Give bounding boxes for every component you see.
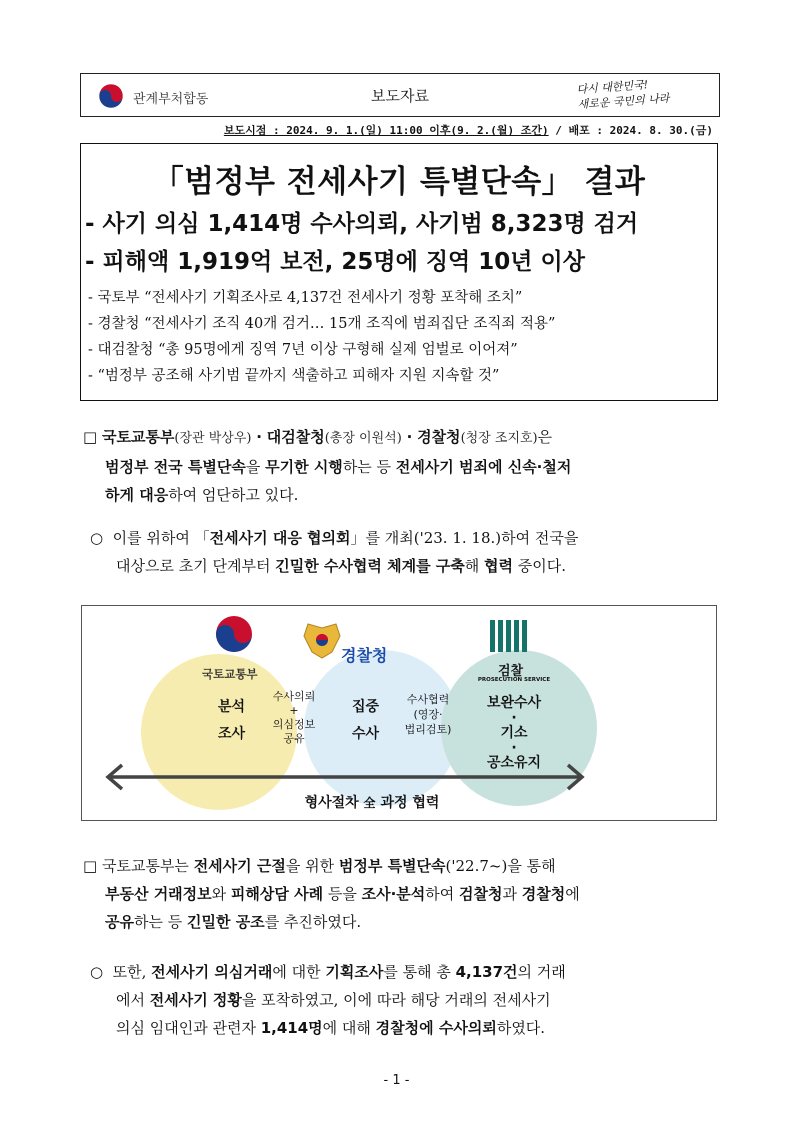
- text: 하였다.: [496, 1019, 546, 1037]
- paragraph-1: [83, 423, 723, 509]
- text: 국토교통부는: [101, 857, 194, 875]
- emphasis: 전세사기 범죄에 신속·철저: [395, 458, 572, 476]
- emphasis: 공유: [105, 913, 134, 931]
- emphasis: 경찰청에 수사의뢰: [375, 1019, 497, 1037]
- link-referral: [270, 690, 318, 746]
- police-role-investigation: 수사: [352, 726, 380, 742]
- text: 하여 엄단하고 있다.: [168, 486, 299, 504]
- emphasis: 하게 대응: [105, 486, 169, 504]
- emphasis: 협력: [484, 557, 514, 575]
- summary-bullet: - 국토부 “전세사기 기획조사로 4,137건 전세사기 정황 포착해 조치”: [88, 290, 523, 306]
- separator: ·: [511, 710, 517, 726]
- cooperation-diagram: [81, 605, 717, 821]
- ministry-name: 경찰청: [417, 428, 461, 446]
- link-text: 수사협력: [406, 693, 450, 706]
- molit-emblem-icon: [216, 616, 252, 652]
- molit-label: 국토교통부: [202, 667, 258, 681]
- embargo-time: 보도시점 : 2024. 9. 1.(일) 11:00 이후(9. 2.(월) 조간): [223, 124, 549, 137]
- emphasis: 검찰청: [459, 885, 503, 903]
- text: 를 통해 총: [383, 963, 456, 981]
- police-emblem-icon: [304, 624, 340, 658]
- title-box: [80, 143, 718, 401]
- page-number: - 1 -: [383, 1073, 410, 1088]
- text: 에 대해: [322, 1019, 376, 1037]
- text: 중이다.: [513, 557, 567, 575]
- link-text: +: [289, 704, 299, 717]
- link-text: 의심정보: [272, 718, 316, 731]
- subtitle-1: - 사기 의심 1,414명 수사의뢰, 사기범 8,323명 검거: [85, 211, 639, 237]
- summary-bullet: - “범정부 공조해 사기범 끝까지 색출하고 피해자 지원 지속할 것”: [88, 368, 500, 384]
- emphasis: 무기한 시행: [265, 458, 343, 476]
- emphasis: 긴밀한 수사협력 체계를 구축: [275, 557, 465, 575]
- diagram-footer: [282, 792, 462, 812]
- slogan-line-1: 다시 대한민국!: [576, 78, 649, 97]
- minister-name: (총장 이원석): [324, 431, 402, 446]
- embargo-line: [224, 122, 713, 138]
- text: 와: [211, 885, 231, 903]
- text: 또한,: [112, 963, 152, 981]
- link-text: 수사의뢰: [272, 690, 316, 703]
- minister-name: (청장 조지호): [460, 431, 538, 446]
- emphasis: 1,414명: [260, 1019, 323, 1037]
- emphasis: 전세사기 정황: [149, 991, 242, 1009]
- paragraph-2-sub: [90, 958, 730, 1042]
- emphasis: 전세사기 의심거래: [151, 963, 273, 981]
- main-title: 「범정부 전세사기 특별단속」 결과: [152, 164, 646, 200]
- emphasis: 전세사기 근절: [193, 857, 286, 875]
- emphasis: 조사·분석: [361, 885, 426, 903]
- emphasis: 범정부 특별단속: [338, 857, 446, 875]
- link-cooperation: [399, 692, 457, 737]
- minister-name: (장관 박상우): [174, 431, 252, 446]
- police-label: 경찰청: [341, 646, 388, 665]
- text: 등을: [323, 885, 362, 903]
- text: 을: [245, 458, 266, 476]
- text: 에: [565, 885, 580, 903]
- text: 을 포착하였고, 이에 따라 해당 거래의 전세사기: [241, 991, 551, 1009]
- text: 」를 개최('23. 1. 18.)하여 전국을: [350, 529, 579, 547]
- link-text: 공유: [283, 732, 305, 745]
- separator: ·: [406, 428, 413, 446]
- text: 과: [502, 885, 522, 903]
- footer-text: 全: [363, 796, 376, 810]
- ministry-name: 대검찰청: [266, 428, 325, 446]
- prosecution-emblem-icon: [490, 620, 527, 652]
- emphasis: 기획조사: [325, 963, 384, 981]
- text: 에서: [116, 991, 150, 1009]
- separator: ·: [511, 740, 517, 756]
- section-box-mark: □: [83, 428, 98, 446]
- bullet-mark: ○: [90, 529, 104, 547]
- link-text: (영장·: [413, 708, 443, 721]
- emphasis: 부동산 거래정보: [105, 885, 212, 903]
- link-text: 법리검토): [404, 723, 452, 736]
- emphasis: 피해상담 사례: [230, 885, 324, 903]
- text: 하는 등: [342, 458, 396, 476]
- footer-text: 과정 협력: [380, 795, 440, 811]
- text: 대상으로 초기 단계부터: [116, 557, 276, 575]
- emphasis: 경찰청: [521, 885, 566, 903]
- separator: ·: [256, 428, 262, 446]
- summary-bullet: - 경찰청 “전세사기 조직 40개 검거… 15개 조직에 범죄집단 조직죄 적용”: [88, 316, 556, 332]
- paragraph-2: [83, 852, 723, 936]
- text: 에 대한: [272, 963, 326, 981]
- prosecution-role: 보완수사: [486, 695, 542, 711]
- text: 이를 위하여 「: [112, 529, 210, 547]
- emphasis: 4,137건: [455, 963, 518, 981]
- prosecution-role: 기소: [500, 725, 528, 741]
- molit-role-analysis: 분석: [218, 699, 246, 715]
- paragraph-1-sub: [90, 524, 730, 580]
- text: 을 위한: [285, 857, 339, 875]
- distribution-date: / 배포 : 2024. 8. 30.(금): [548, 124, 713, 137]
- emphasis: 긴밀한 공조: [187, 913, 265, 931]
- molit-role-investigation: 조사: [218, 726, 246, 742]
- text: 의심 임대인과 관련자: [116, 1019, 261, 1037]
- prosecution-label: 검찰: [498, 664, 524, 679]
- ministries-label: 관계부처합동: [133, 92, 209, 107]
- subtitle-2: - 피해액 1,919억 보전, 25명에 징역 10년 이상: [85, 249, 585, 275]
- slogan-line-2: 새로운 국민의 나라: [577, 91, 670, 112]
- bullet-mark: ○: [90, 963, 104, 981]
- section-box-mark: □: [83, 857, 98, 875]
- text: 하여: [425, 885, 460, 903]
- emphasis: 범정부 전국 특별단속: [105, 458, 246, 476]
- police-role-focus: 집중: [352, 699, 380, 715]
- release-type: 보도자료: [371, 87, 429, 105]
- text: 를 추진하였다.: [264, 913, 362, 931]
- summary-bullet: - 대검찰청 “총 95명에게 징역 7년 이상 구형해 실제 엄벌로 이어져”: [88, 342, 518, 358]
- prosecution-english: PROSECUTION SERVICE: [477, 677, 551, 683]
- ministry-name: 국토교통부: [101, 428, 175, 446]
- prosecution-roles: [479, 696, 549, 771]
- footer-text: 형사절차: [304, 795, 359, 811]
- text: 하는 등: [133, 913, 187, 931]
- emphasis: 전세사기 대응 협의회: [209, 529, 351, 547]
- header-box: [80, 73, 720, 117]
- text: 해: [464, 557, 485, 575]
- text: 은: [537, 428, 553, 446]
- text: ('22.7~)을 통해: [445, 857, 556, 875]
- slogan: [576, 76, 670, 112]
- text: 의 거래: [517, 963, 566, 981]
- prosecution-role: 공소유지: [486, 755, 542, 771]
